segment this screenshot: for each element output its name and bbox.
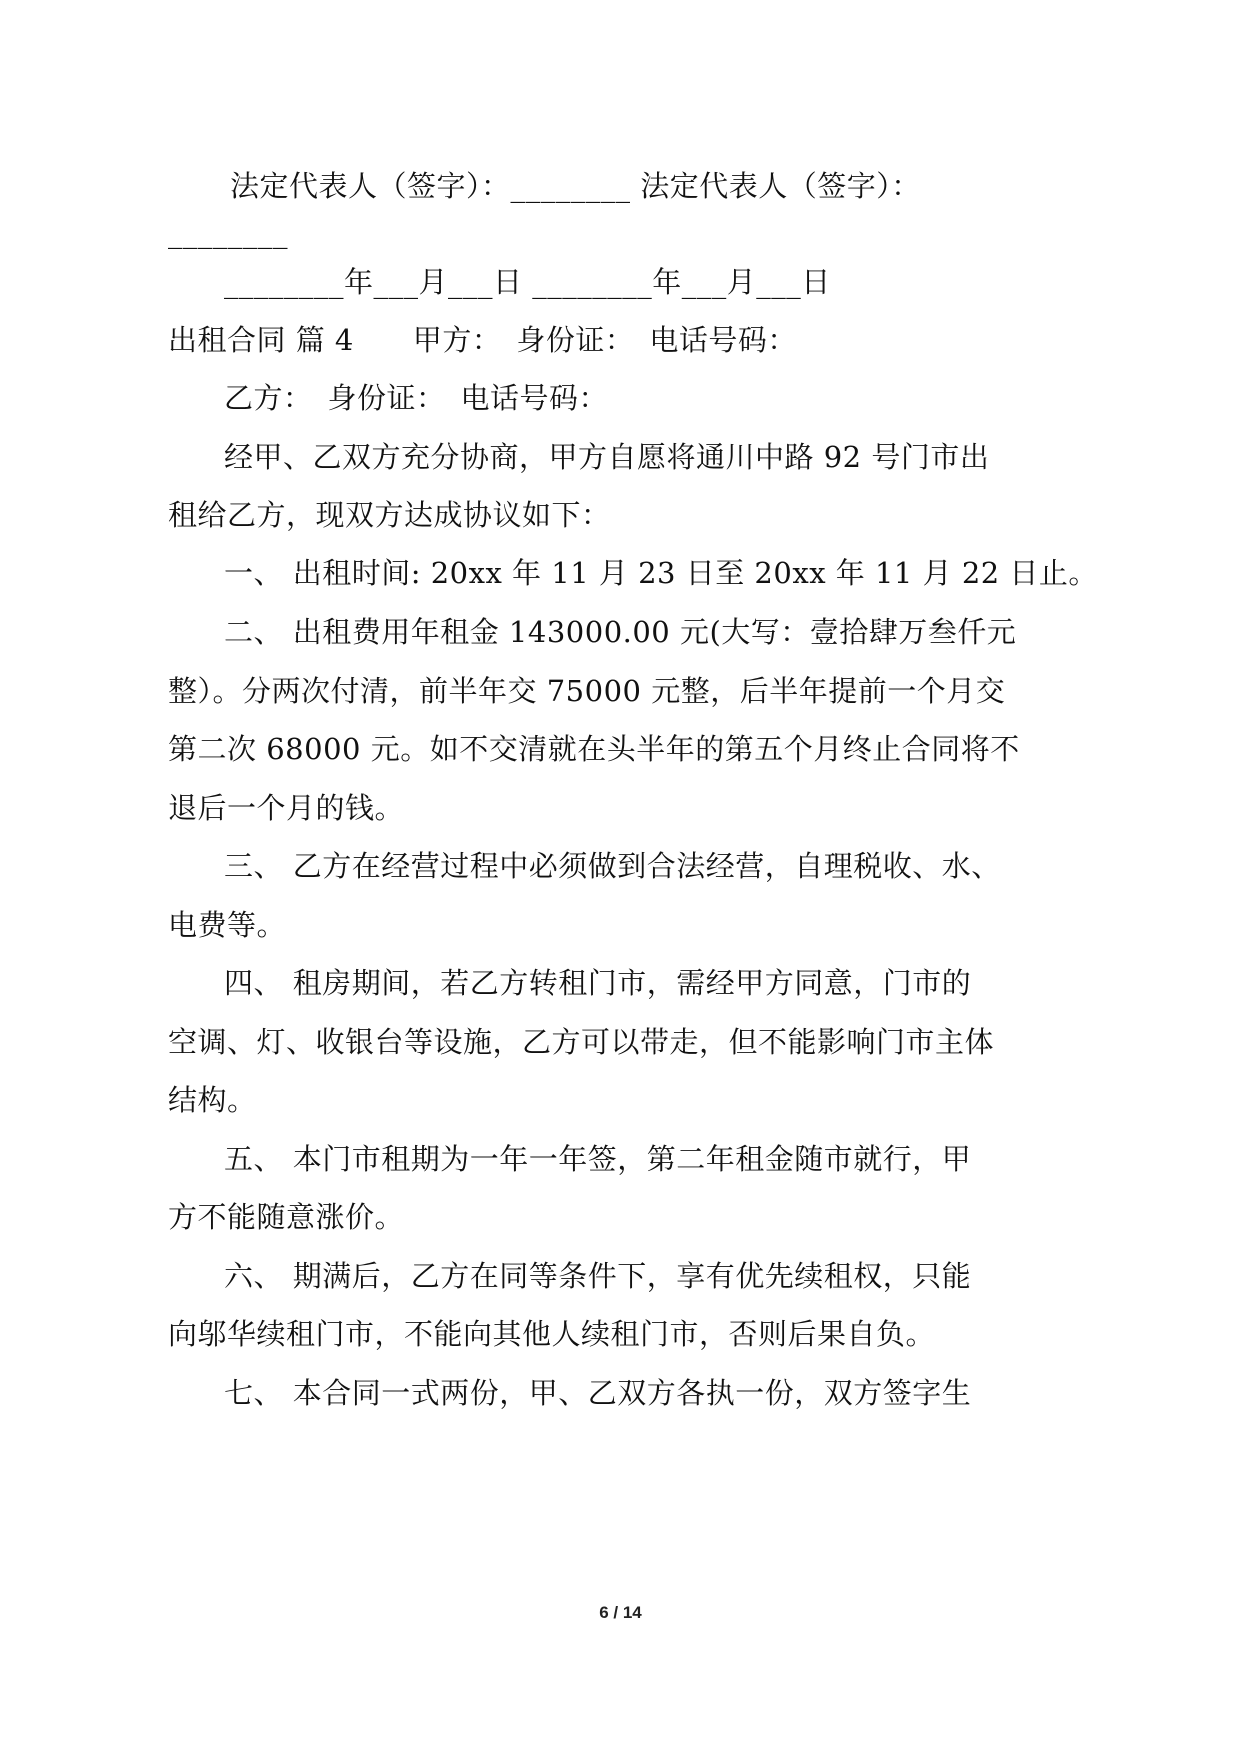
party-b-line: 乙方： 身份证： 电话号码： (224, 381, 609, 415)
contract-heading-line: 出租合同 篇 4 甲方： 身份证： 电话号码： (168, 323, 797, 357)
clause-7-line: 七、 本合同一式两份，甲、乙双方各执一份，双方签字生 (224, 1376, 972, 1410)
signature-blank-continuation: ________ (168, 215, 288, 249)
clause-2-line: 退后一个月的钱。 (168, 791, 405, 825)
clause-3-line: 电费等。 (168, 908, 287, 942)
paragraph-line: 租给乙方，现双方达成协议如下： (168, 498, 611, 532)
clause-1-line: 一、 出租时间: 20xx 年 11 月 23 日至 20xx 年 11 月 22 日止。 (224, 556, 1098, 590)
paragraph-line: 经甲、乙双方充分协商，甲方自愿将通川中路 92 号门市出 (224, 440, 990, 474)
clause-5-line: 方不能随意涨价。 (168, 1200, 405, 1234)
clause-4-line: 四、 租房期间，若乙方转租门市，需经甲方同意，门市的 (224, 966, 972, 1000)
clause-2-line: 二、 出租费用年租金 143000.00 元(大写：壹拾肆万叁仟元 (224, 615, 1017, 649)
clause-4-line: 结构。 (168, 1083, 257, 1117)
clause-6-line: 向邬华续租门市，不能向其他人续租门市，否则后果自负。 (168, 1317, 936, 1351)
clause-2-line: 第二次 68000 元。如不交清就在头半年的第五个月终止合同将不 (168, 732, 1020, 766)
page-number: 6 / 14 (599, 1603, 642, 1622)
clause-2-line: 整）。分两次付清，前半年交 75000 元整，后半年提前一个月交 (168, 674, 1006, 708)
clause-5-line: 五、 本门市租期为一年一年签，第二年租金随市就行，甲 (224, 1142, 972, 1176)
clause-4-line: 空调、灯、收银台等设施，乙方可以带走，但不能影响门市主体 (168, 1025, 995, 1059)
date-line: ________年___月___日 ________年___月___日 (224, 265, 831, 299)
clause-6-line: 六、 期满后，乙方在同等条件下，享有优先续租权，只能 (224, 1259, 972, 1293)
signature-line: 法定代表人（签字）：________ 法定代表人（签字）： (230, 169, 921, 203)
clause-3-line: 三、 乙方在经营过程中必须做到合法经营，自理税收、水、 (224, 849, 1001, 883)
